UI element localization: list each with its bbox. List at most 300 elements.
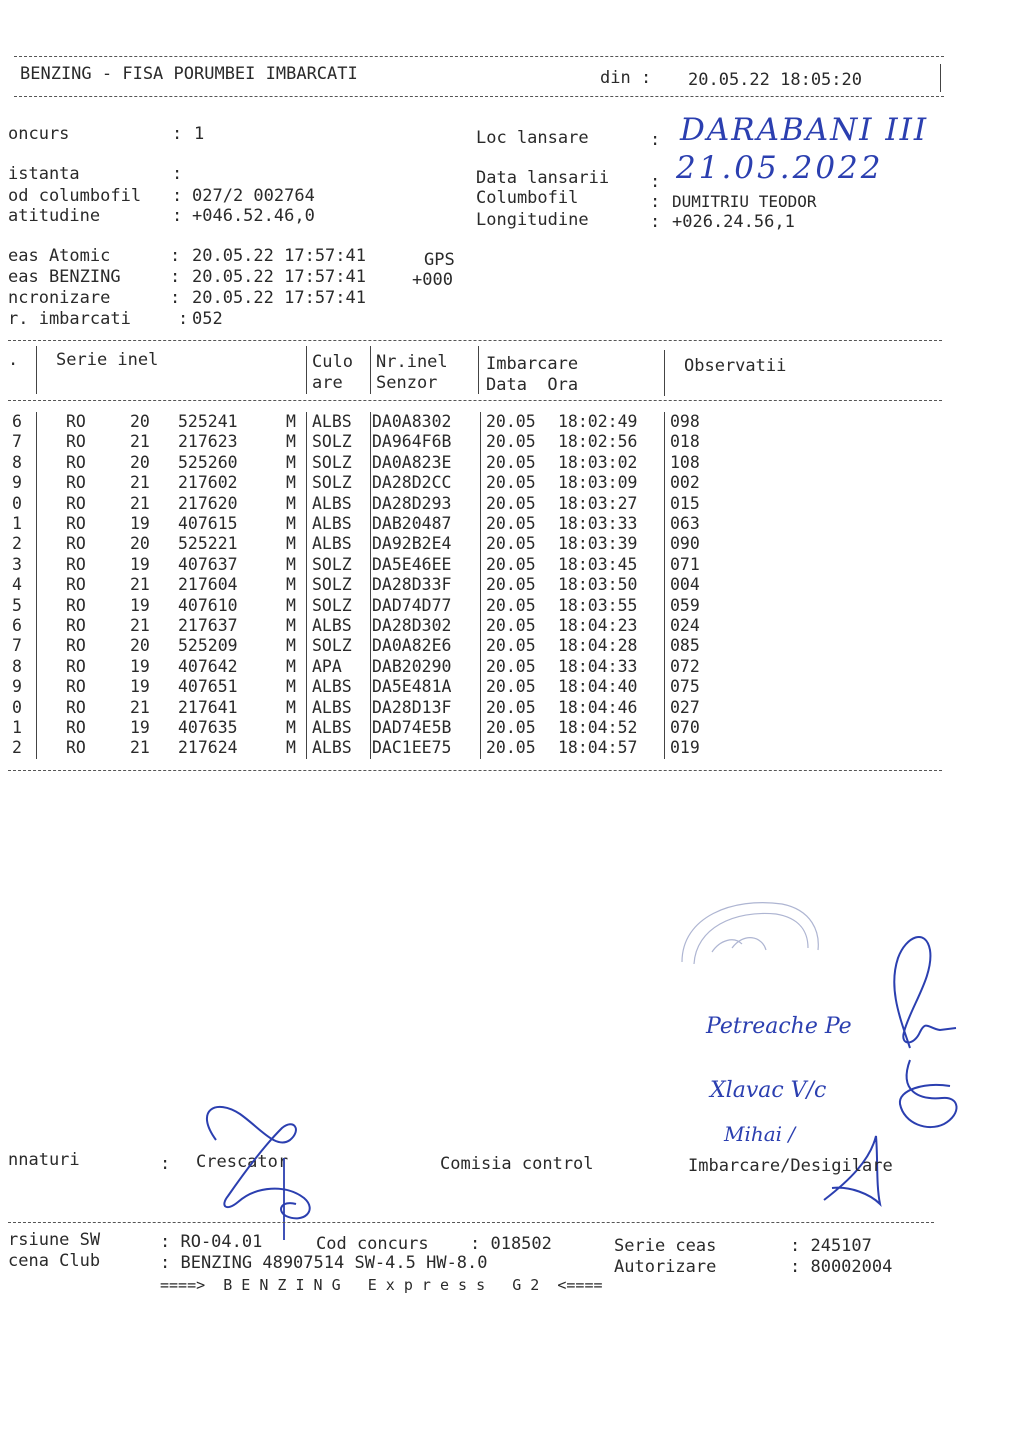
table-row: [0, 677, 1000, 697]
cell-culoare: SOLZ: [312, 636, 352, 656]
handwritten-name-1: Petreache Pe: [706, 1014, 852, 1039]
col-divider-header: [36, 346, 37, 394]
col-divider: [664, 738, 665, 758]
cell-nr: 6: [12, 616, 22, 635]
signature-icon: [880, 1052, 970, 1142]
cell-sex: M: [286, 595, 296, 615]
cell-inel: 217641: [178, 697, 238, 717]
col-divider: [306, 453, 307, 473]
ceas-benzing-sep: :: [170, 267, 181, 287]
cell-obs: 004: [670, 575, 700, 595]
latitudine-sep: :: [172, 206, 183, 226]
sincronizare-sep: :: [170, 288, 181, 308]
col-divider: [36, 596, 37, 616]
cell-sex: M: [286, 534, 296, 554]
cell-culoare: SOLZ: [312, 595, 352, 615]
col-divider: [664, 494, 665, 514]
cell-nr: 5: [12, 595, 22, 615]
columbofil-value: DUMITRIU TEODOR: [672, 192, 817, 211]
signature-icon: [186, 1100, 336, 1240]
cell-ora: 18:03:55: [558, 595, 638, 615]
col-divider: [370, 453, 371, 473]
handwritten-name-2: Xlavac V/c: [710, 1078, 827, 1103]
cell-culoare: SOLZ: [312, 554, 352, 574]
col-divider: [664, 534, 665, 554]
cell-data: 20.05: [486, 493, 536, 513]
table-row: [0, 718, 1000, 738]
cell-data: 20.05: [486, 452, 536, 472]
col-divider: [664, 616, 665, 636]
imbarcare-desigilare-label: Imbarcare/Desigilare: [688, 1156, 893, 1176]
cell-inel: 407637: [178, 554, 238, 574]
cell-ora: 18:04:23: [558, 616, 638, 635]
col-divider: [36, 453, 37, 473]
cell-sex: M: [286, 575, 296, 595]
col-divider: [370, 555, 371, 575]
cell-an: 21: [130, 616, 150, 635]
longitudine-sep: :: [650, 212, 661, 232]
col-divider: [36, 473, 37, 493]
cell-an: 21: [130, 697, 150, 717]
cell-nr: 8: [12, 452, 22, 472]
cod-concurs-value: : 018502: [470, 1234, 552, 1254]
col-divider: [370, 596, 371, 616]
header-top-rule: [14, 56, 944, 57]
col-divider: [306, 432, 307, 452]
cell-an: 20: [130, 636, 150, 656]
col-divider: [36, 432, 37, 452]
cell-inel: 525221: [178, 534, 238, 554]
col-divider: [306, 636, 307, 656]
col-header-imbarcare-2: Data Ora: [486, 375, 579, 395]
cell-ora: 18:03:45: [558, 554, 638, 574]
autorizare-value: : 80002004: [790, 1257, 893, 1277]
cell-sex: M: [286, 718, 296, 737]
cell-sex: M: [286, 616, 296, 635]
cell-obs: 098: [670, 412, 700, 431]
col-divider: [664, 514, 665, 534]
cell-obs: 072: [670, 656, 700, 676]
col-divider: [306, 738, 307, 758]
loc-lansare-label: Loc lansare: [476, 128, 589, 148]
cell-ora: 18:03:39: [558, 534, 638, 554]
cell-an: 19: [130, 718, 150, 737]
cell-ora: 18:03:33: [558, 514, 638, 533]
cell-inel: 407615: [178, 514, 238, 533]
col-divider: [36, 677, 37, 697]
cell-an: 20: [130, 534, 150, 554]
col-divider: [664, 636, 665, 656]
cell-nr: 1: [12, 514, 22, 533]
col-divider: [36, 718, 37, 738]
col-divider: [664, 453, 665, 473]
cell-an: 20: [130, 452, 150, 472]
cell-senzor: DA28D302: [372, 616, 452, 635]
cell-data: 20.05: [486, 554, 536, 574]
cell-ora: 18:02:49: [558, 412, 638, 431]
cell-inel: 217602: [178, 473, 238, 493]
cheia-club-value: : BENZING 48907514 SW-4.5 HW-8.0: [160, 1253, 488, 1273]
col-divider: [480, 453, 481, 473]
nr-imbarcati-sep: :: [178, 309, 189, 329]
col-divider: [306, 534, 307, 554]
cell-obs: 063: [670, 514, 700, 533]
col-divider: [306, 677, 307, 697]
col-divider: [664, 575, 665, 595]
col-header-serie-inel: Serie inel: [56, 350, 159, 370]
cell-an: 21: [130, 738, 150, 758]
cell-ora: 18:04:52: [558, 718, 638, 737]
cell-senzor: DA5E46EE: [372, 554, 452, 574]
footer-top-rule: [8, 1222, 934, 1223]
cell-senzor: DA0A82E6: [372, 636, 452, 656]
cell-an: 19: [130, 554, 150, 574]
cod-columbofil-value: 027/2 002764: [192, 186, 315, 206]
cell-an: 19: [130, 677, 150, 697]
cell-inel: 525209: [178, 636, 238, 656]
concurs-sep: :: [172, 124, 183, 144]
cell-sex: M: [286, 493, 296, 513]
table-row: [0, 453, 1000, 473]
cell-obs: 108: [670, 452, 700, 472]
col-header-nrinel-2: Senzor: [376, 373, 438, 393]
cell-senzor: DA0A823E: [372, 452, 452, 472]
col-divider: [664, 596, 665, 616]
col-divider: [664, 432, 665, 452]
cell-sex: M: [286, 412, 296, 431]
col-divider: [306, 718, 307, 738]
col-divider: [480, 677, 481, 697]
col-divider: [370, 514, 371, 534]
cell-nr: 0: [12, 697, 22, 717]
cell-nr: 7: [12, 636, 22, 656]
col-divider: [306, 698, 307, 718]
concurs-value: 1: [194, 124, 205, 144]
cell-tara: RO: [66, 595, 86, 615]
col-divider: [306, 494, 307, 514]
col-divider: [370, 534, 371, 554]
cell-sex: M: [286, 656, 296, 676]
cell-an: 21: [130, 575, 150, 595]
cell-tara: RO: [66, 616, 86, 635]
col-divider: [36, 738, 37, 758]
cell-data: 20.05: [486, 432, 536, 452]
cell-nr: 4: [12, 575, 22, 595]
cell-sex: M: [286, 697, 296, 717]
loc-lansare-handwritten: DARABANI III: [680, 112, 929, 148]
ceas-benzing-value: 20.05.22 17:57:41: [192, 267, 366, 287]
cell-data: 20.05: [486, 718, 536, 737]
col-divider: [370, 494, 371, 514]
cell-nr: 0: [12, 493, 22, 513]
col-divider: [370, 432, 371, 452]
cell-an: 20: [130, 412, 150, 431]
col-divider: [664, 473, 665, 493]
semnaturi-sep: :: [160, 1154, 171, 1174]
cell-ora: 18:04:28: [558, 636, 638, 656]
cell-tara: RO: [66, 636, 86, 656]
cell-data: 20.05: [486, 514, 536, 533]
col-header-observatii: Observatii: [684, 356, 787, 376]
cell-an: 19: [130, 656, 150, 676]
cell-culoare: SOLZ: [312, 575, 352, 595]
table-row: [0, 494, 1000, 514]
col-divider: [664, 677, 665, 697]
col-divider: [306, 575, 307, 595]
cell-nr: 2: [12, 738, 22, 758]
cell-inel: 407635: [178, 718, 238, 737]
club-stamp-icon: [672, 892, 822, 992]
cell-tara: RO: [66, 738, 86, 758]
cell-sex: M: [286, 738, 296, 758]
columbofil-label: Columbofil: [476, 188, 579, 208]
col-divider: [480, 718, 481, 738]
cell-tara: RO: [66, 656, 86, 676]
col-divider: [480, 473, 481, 493]
concurs-label: oncurs: [8, 124, 70, 144]
cell-senzor: DA28D33F: [372, 575, 452, 595]
col-divider: [36, 698, 37, 718]
cell-tara: RO: [66, 452, 86, 472]
cheia-club-label: cena Club: [8, 1251, 101, 1271]
table-row: [0, 534, 1000, 554]
col-divider: [480, 596, 481, 616]
data-lansarii-handwritten: 21.05.2022: [676, 150, 884, 186]
cell-tara: RO: [66, 432, 86, 452]
cell-culoare: ALBS: [312, 718, 352, 737]
cell-nr: 7: [12, 432, 22, 452]
header-right-border: [940, 64, 941, 92]
cell-obs: 027: [670, 697, 700, 717]
cell-ora: 18:02:56: [558, 432, 638, 452]
cell-tara: RO: [66, 534, 86, 554]
cell-sex: M: [286, 452, 296, 472]
cell-senzor: DAC1EE75: [372, 738, 452, 758]
cell-culoare: SOLZ: [312, 432, 352, 452]
cell-nr: 1: [12, 718, 22, 737]
col-divider: [36, 636, 37, 656]
cell-senzor: DA0A8302: [372, 412, 452, 431]
cell-culoare: ALBS: [312, 738, 352, 758]
benzing-express-banner: ====> B E N Z I N G E x p r e s s G 2 <====: [160, 1276, 603, 1294]
cell-data: 20.05: [486, 412, 536, 431]
cell-senzor: DAB20487: [372, 514, 452, 533]
table-row: [0, 698, 1000, 718]
versiune-sw-label: rsiune SW: [8, 1230, 101, 1250]
latitudine-value: +046.52.46,0: [192, 206, 315, 226]
col-divider: [306, 596, 307, 616]
table-row: [0, 738, 1000, 758]
cell-ora: 18:03:02: [558, 452, 638, 472]
signature-icon: [870, 928, 960, 1058]
cell-tara: RO: [66, 697, 86, 717]
col-divider: [480, 657, 481, 677]
cell-ora: 18:03:27: [558, 493, 638, 513]
col-divider-header: [306, 346, 307, 394]
col-divider: [370, 616, 371, 636]
cell-obs: 070: [670, 718, 700, 737]
col-divider-header: [478, 346, 479, 394]
cell-inel: 217623: [178, 432, 238, 452]
cell-obs: 015: [670, 493, 700, 513]
serie-ceas-label: Serie ceas: [614, 1236, 717, 1256]
col-divider: [480, 534, 481, 554]
data-lansarii-sep: :: [650, 172, 661, 192]
cell-sex: M: [286, 473, 296, 493]
table-row: [0, 473, 1000, 493]
col-divider: [370, 698, 371, 718]
cell-culoare: APA: [312, 656, 342, 676]
cell-tara: RO: [66, 718, 86, 737]
ceas-atomic-value: 20.05.22 17:57:41: [192, 246, 366, 266]
cell-obs: 024: [670, 616, 700, 635]
col-divider: [306, 657, 307, 677]
cell-an: 21: [130, 432, 150, 452]
col-divider: [36, 534, 37, 554]
latitudine-label: atitudine: [8, 206, 101, 226]
cell-obs: 075: [670, 677, 700, 697]
col-divider: [480, 616, 481, 636]
col-header-culoare-1: Culo: [312, 352, 353, 372]
cell-tara: RO: [66, 514, 86, 533]
cell-an: 21: [130, 473, 150, 493]
col-divider: [36, 514, 37, 534]
cell-ora: 18:03:09: [558, 473, 638, 493]
cell-inel: 525260: [178, 452, 238, 472]
ceas-atomic-label: eas Atomic: [8, 246, 111, 266]
cell-data: 20.05: [486, 656, 536, 676]
col-divider: [306, 555, 307, 575]
col-divider: [480, 494, 481, 514]
cell-sex: M: [286, 677, 296, 697]
cod-concurs-label: Cod concurs: [316, 1234, 429, 1254]
col-divider: [370, 575, 371, 595]
col-header-nrinel-1: Nr.inel: [376, 352, 448, 372]
sincronizare-value: 20.05.22 17:57:41: [192, 288, 366, 308]
versiune-sw-value: : RO-04.01: [160, 1232, 263, 1252]
semnaturi-label: nnaturi: [8, 1150, 80, 1170]
serie-ceas-value: : 245107: [790, 1236, 872, 1256]
col-divider: [370, 636, 371, 656]
col-header-nr: .: [8, 350, 19, 370]
cell-obs: 019: [670, 738, 700, 758]
cell-sex: M: [286, 514, 296, 533]
cell-tara: RO: [66, 575, 86, 595]
nr-imbarcati-label: r. imbarcati: [8, 309, 131, 329]
cell-an: 19: [130, 595, 150, 615]
cell-culoare: ALBS: [312, 493, 352, 513]
cell-senzor: DA5E481A: [372, 677, 452, 697]
col-divider: [370, 677, 371, 697]
col-divider: [480, 698, 481, 718]
col-divider: [370, 657, 371, 677]
cell-inel: 217620: [178, 493, 238, 513]
cell-inel: 217624: [178, 738, 238, 758]
comisia-control-label: Comisia control: [440, 1154, 594, 1174]
data-lansarii-label: Data lansarii: [476, 168, 610, 188]
col-header-imbarcare-1: Imbarcare: [486, 354, 579, 374]
cell-senzor: DA92B2E4: [372, 534, 452, 554]
cell-data: 20.05: [486, 473, 536, 493]
cell-inel: 217637: [178, 616, 238, 635]
cell-nr: 9: [12, 677, 22, 697]
din-label: din :: [600, 68, 652, 88]
col-divider: [664, 555, 665, 575]
cell-an: 21: [130, 493, 150, 513]
cell-obs: 002: [670, 473, 700, 493]
cell-senzor: DAB20290: [372, 656, 452, 676]
table-row: [0, 616, 1000, 636]
cell-inel: 407651: [178, 677, 238, 697]
cell-sex: M: [286, 636, 296, 656]
cod-columbofil-sep: :: [172, 186, 183, 206]
cell-culoare: ALBS: [312, 677, 352, 697]
col-divider: [370, 473, 371, 493]
cell-senzor: DAD74E5B: [372, 718, 452, 737]
cell-senzor: DA964F6B: [372, 432, 452, 452]
col-divider: [664, 657, 665, 677]
loc-lansare-sep: :: [650, 130, 661, 150]
cell-data: 20.05: [486, 677, 536, 697]
nr-imbarcati-value: 052: [192, 309, 223, 329]
columbofil-sep: :: [650, 192, 661, 212]
cell-obs: 059: [670, 595, 700, 615]
cell-obs: 018: [670, 432, 700, 452]
col-divider: [370, 738, 371, 758]
cell-senzor: DA28D2CC: [372, 473, 452, 493]
cell-data: 20.05: [486, 738, 536, 758]
col-divider: [664, 718, 665, 738]
autorizare-label: Autorizare: [614, 1257, 717, 1277]
cell-culoare: ALBS: [312, 412, 352, 431]
cell-an: 19: [130, 514, 150, 533]
table-header-rule: [8, 400, 942, 401]
table-bottom-rule: [8, 770, 942, 771]
cell-senzor: DAD74D77: [372, 595, 452, 615]
cell-obs: 071: [670, 554, 700, 574]
cell-data: 20.05: [486, 575, 536, 595]
col-divider: [36, 575, 37, 595]
cell-inel: 407642: [178, 656, 238, 676]
cell-tara: RO: [66, 554, 86, 574]
col-divider: [480, 412, 481, 432]
cell-culoare: ALBS: [312, 697, 352, 717]
cell-obs: 090: [670, 534, 700, 554]
cell-culoare: ALBS: [312, 534, 352, 554]
table-top-rule: [8, 340, 942, 341]
table-row: [0, 575, 1000, 595]
cell-data: 20.05: [486, 636, 536, 656]
cell-inel: 525241: [178, 412, 238, 431]
cell-culoare: ALBS: [312, 616, 352, 635]
col-divider: [36, 657, 37, 677]
cell-culoare: ALBS: [312, 514, 352, 533]
header-bottom-rule: [14, 96, 944, 97]
cell-data: 20.05: [486, 534, 536, 554]
table-row: [0, 636, 1000, 656]
cell-tara: RO: [66, 412, 86, 431]
col-divider: [36, 494, 37, 514]
cell-culoare: SOLZ: [312, 473, 352, 493]
table-row: [0, 412, 1000, 432]
longitudine-value: +026.24.56,1: [672, 212, 795, 232]
col-divider: [480, 738, 481, 758]
col-header-culoare-2: are: [312, 373, 343, 393]
din-value: 20.05.22 18:05:20: [688, 70, 862, 90]
cell-senzor: DA28D13F: [372, 697, 452, 717]
cell-ora: 18:04:40: [558, 677, 638, 697]
cell-ora: 18:04:33: [558, 656, 638, 676]
